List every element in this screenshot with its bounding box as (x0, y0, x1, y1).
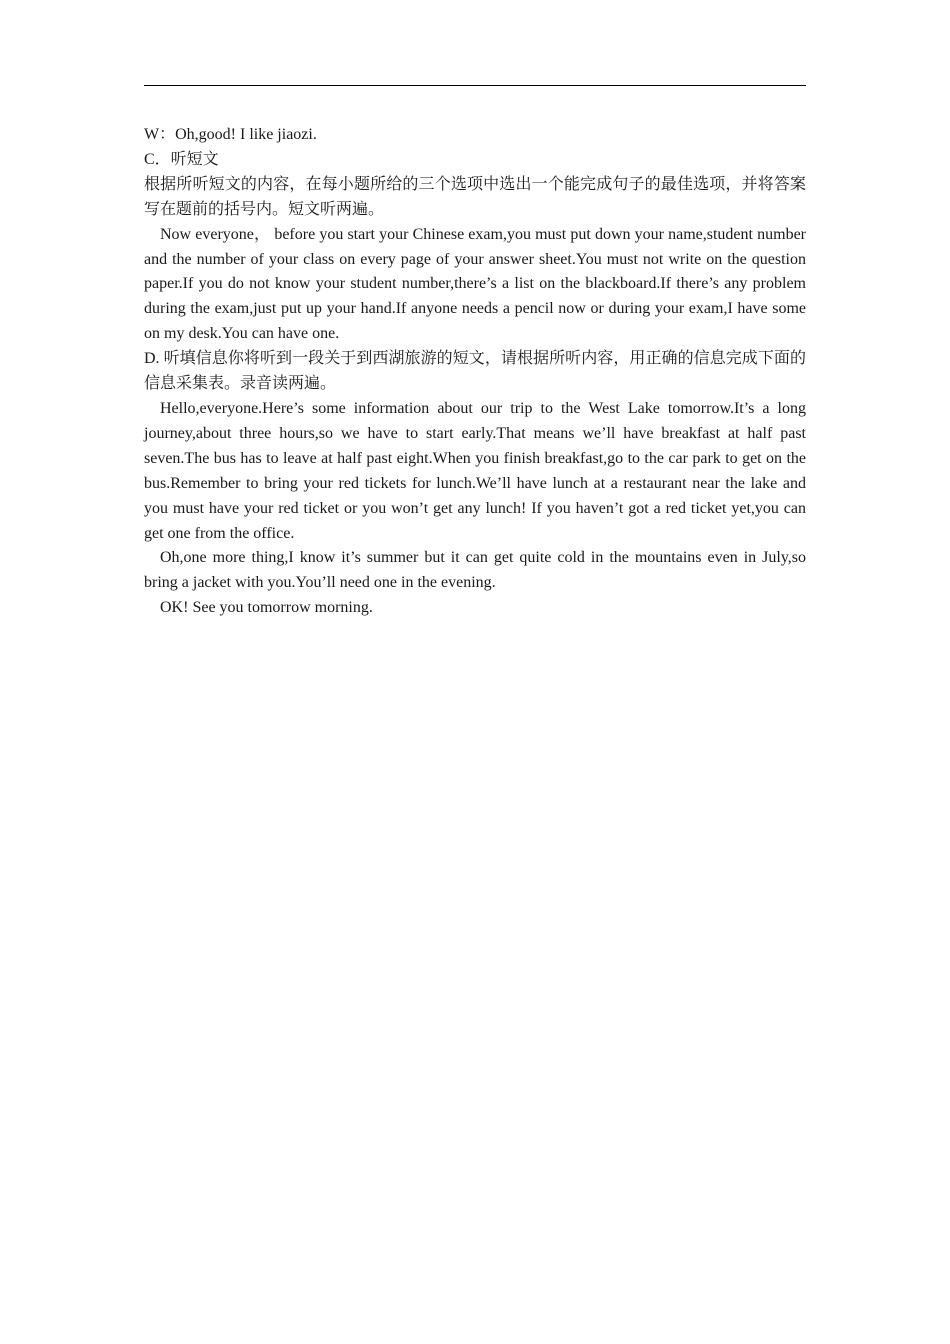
header-rule (144, 85, 806, 86)
document-body (144, 123, 806, 621)
section-d-instruction: D. 听填信息你将听到一段关于到西湖旅游的短文，请根据所听内容，用正确的信息完成下面的信息采集表。录音读两遍。 (144, 350, 806, 393)
section-d-paragraph-3: OK! See you tomorrow morning. (160, 599, 373, 617)
section-c-passage: Now everyone， before you start your Chinese exam,you must put down your name,student number and the number of your class on every page of your answer sheet.You must not write on the question paper.If you do not know your student number,there’s a list on the blackboard.If there’s any problem during the exam,just put up your hand.If anyone needs a pencil now or during your exam,I have some on my desk.You can have one. (144, 225, 806, 343)
section-d-paragraph-2: Oh,one more thing,I know it’s summer but it can get quite cold in the mountains even in July,so bring a jacket with you.You’ll need one in the evening. (144, 549, 806, 592)
dialogue-line: W：Oh,good! I like jiaozi. (144, 126, 317, 143)
section-c-instruction: 根据所听短文的内容，在每小题所给的三个选项中选出一个能完成句子的最佳选项，并将答案写在题前的括号内。短文听两遍。 (144, 175, 806, 218)
section-c-heading: C．听短文 (144, 150, 219, 168)
section-d-paragraph-1: Hello,everyone.Here’s some information about our trip to the West Lake tomorrow.It’s a long journey,about three hours,so we have to start early.That means we’ll have breakfast at half past seven.The bus has to leave at half past eight.When you finish breakfast,go to the car park to get on the bus.Remember to bring your red tickets for lunch.We’ll have lunch at a restaurant near the lake and you must have your red ticket or you won’t get any lunch! If you haven’t got a red ticket yet,you can get one from the office. (144, 399, 806, 542)
